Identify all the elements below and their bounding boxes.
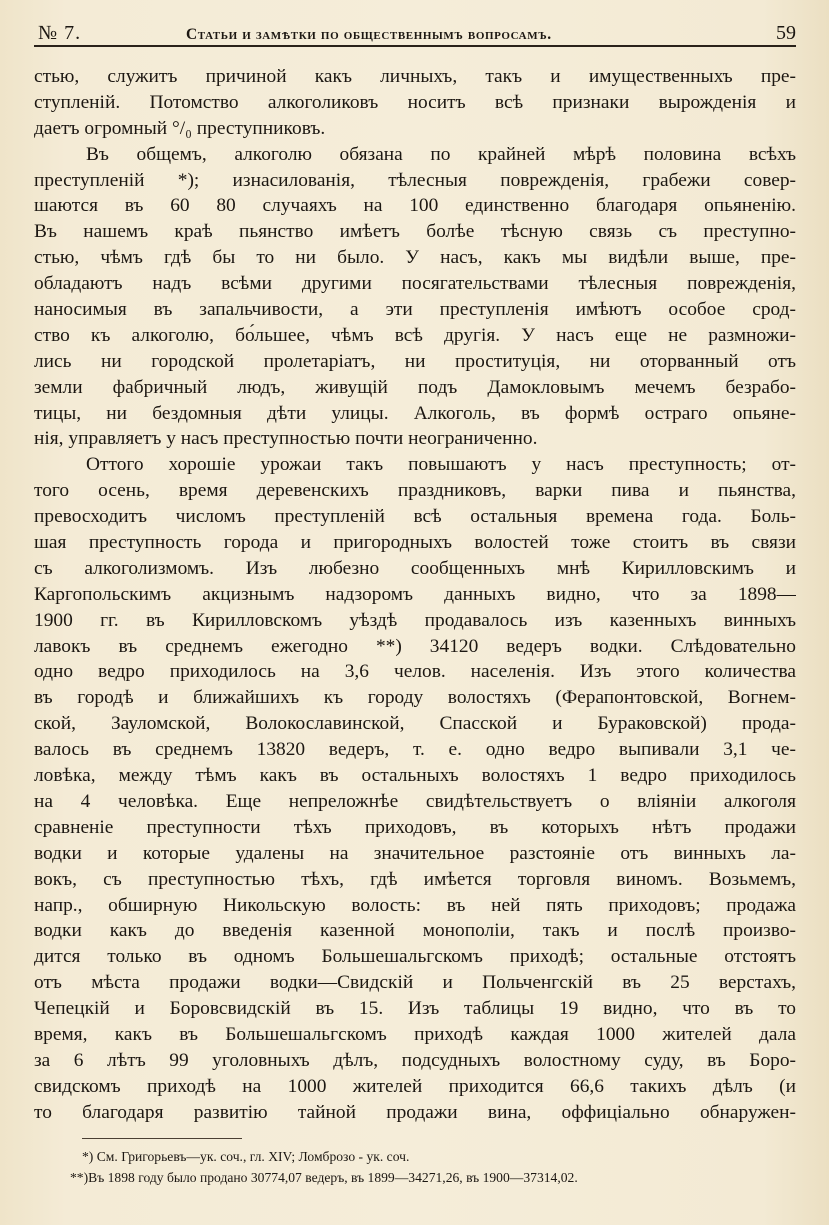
text-line: Каргопольскимъ акцизнымъ надзоромъ данныхъ видно, что за 1898— [34, 583, 796, 605]
text-line: за 6 лѣтъ 99 уголовныхъ дѣлъ, подсудныхъ волостному суду, въ Боро- [34, 1049, 796, 1071]
text-line: стью, чѣмъ гдѣ бы то ни было. У насъ, какъ мы видѣли выше, пре- [34, 247, 796, 269]
text-line: Въ общемъ, алкоголю обязана по крайней мѣрѣ половина всѣхъ [86, 143, 796, 165]
text-line: лавокъ въ среднемъ ежегодно **) 34120 ведеръ водки. Слѣдовательно [34, 635, 796, 657]
text-line: нія, управляетъ у насъ преступностью почти неограниченно. [34, 428, 538, 450]
text-line: водки какъ до введенія казенной монополіи, такъ и послѣ произво- [34, 920, 796, 942]
text-line: стью, служитъ причиной какъ личныхъ, такъ и имущественныхъ пре- [34, 66, 796, 87]
text-line: шаются въ 60 80 случаяхъ на 100 единственно благодаря опьяненію. [34, 195, 796, 217]
body-text [34, 64, 796, 1126]
text-line: земли фабричный людъ, живущій подъ Дамокловымъ мечемъ безрабо- [34, 376, 796, 398]
text-line: сравненіе преступности тѣхъ приходовъ, въ которыхъ нѣтъ продажи [34, 816, 796, 838]
text-line: напр., обширную Никольскую волость: въ ней пять приходовъ; продажа [34, 894, 796, 916]
text-line: Чепецкій и Боровсвидскій въ 15. Изъ таблицы 19 видно, что въ то [34, 998, 796, 1020]
text-line: 1900 гг. въ Кирилловскомъ уѣздѣ продавалось изъ казенныхъ винныхъ [34, 609, 796, 631]
running-header [34, 18, 796, 48]
footnote-rule [82, 1138, 242, 1139]
section-title: Статьи и замѣтки по общественнымъ вопросамъ. [186, 26, 552, 43]
text-line: наносимыя въ запальчивости, а эти преступленія имѣютъ особое срод- [34, 299, 796, 321]
text-line: одно ведро приходилось на 3,6 челов. населенія. Изъ этого количества [34, 661, 796, 683]
text-line: на 4 человѣка. Еще непреложнѣе свидѣтельствуетъ о вліяніи алкоголя [34, 790, 796, 812]
text-line: ство къ алкоголю, бо́льшее, чѣмъ всѣ другія. У насъ еще не размножи- [34, 324, 796, 346]
text-line: вокъ, съ преступностью тѣхъ, гдѣ имѣется торговля виномъ. Возьмемъ, [34, 868, 796, 890]
text-line: обладаютъ надъ всѣми другими посягательствами тѣлесныя поврежденія, [34, 273, 796, 295]
footnotes [70, 1146, 782, 1188]
text-line: водки и которые удалены на значительное разстояніе отъ винныхъ ла- [34, 842, 796, 864]
text-line: тицы, ни бездомныя дѣти улицы. Алкоголь, въ формѣ остраго опьяне- [34, 402, 796, 424]
text-line: въ городѣ и ближайшихъ къ городу волостяхъ (Ферапонтовской, Вогнем- [34, 687, 796, 709]
text-line: Въ нашемъ краѣ пьянство имѣетъ болѣе тѣсную связь съ преступно- [34, 221, 796, 243]
text-line: Оттого хорошіе урожаи такъ повышаютъ у насъ преступность; от- [86, 454, 796, 476]
text-line: съ алкоголизмомъ. Изъ любезно сообщенныхъ мнѣ Кирилловскимъ и [34, 557, 796, 579]
page-number: 59 [776, 22, 796, 44]
header-rule [34, 45, 796, 47]
text-line: то благодаря развитію тайной продажи вина, оффиціально обнаружен- [34, 1101, 796, 1123]
text-line: лись ни городской пролетаріатъ, ни проституція, ни оторванный отъ [34, 350, 796, 372]
text-line: отъ мѣста продажи водки—Свидскій и Польченгскій въ 25 верстахъ, [34, 972, 796, 994]
issue-number: № 7. [38, 22, 82, 44]
text-line: время, какъ въ Большешальгскомъ приходѣ каждая 1000 жителей дала [34, 1023, 796, 1045]
text-line: ской, Зауломской, Волокославинской, Спасской и Бураковской) прода- [34, 713, 796, 735]
footnote-1: *) См. Григорьевъ—ук. соч., гл. XIV; Ломброзо - ук. соч. [82, 1149, 410, 1164]
footnote-2: **)Въ 1898 году было продано 30774,07 ведеръ, въ 1899—34271,26, въ 1900—37314,02. [70, 1170, 578, 1185]
text-line: валось въ среднемъ 13820 ведеръ, т. е. одно ведро выпивали 3,1 че- [34, 739, 796, 761]
text-line: превосходитъ числомъ преступленій всѣ остальныя времена года. Боль- [34, 506, 796, 528]
text-line: дится только въ одномъ Большешальгскомъ приходѣ; остальные отстоятъ [34, 946, 796, 968]
text-line: даетъ огромный °/₀ преступниковъ. [34, 117, 326, 139]
text-line: преступленій *); изнасилованія, тѣлесныя поврежденія, грабежи совер- [34, 169, 796, 191]
text-line: шая преступность города и пригородныхъ волостей тоже стоитъ въ связи [34, 532, 796, 554]
text-line: свидскомъ приходѣ на 1000 жителей приходится 66,6 такихъ дѣлъ (и [34, 1075, 796, 1097]
text-line: ловѣка, между тѣмъ какъ въ остальныхъ волостяхъ 1 ведро приходилось [34, 765, 796, 787]
text-line: ступленій. Потомство алкоголиковъ носитъ всѣ признаки вырожденія и [34, 91, 796, 113]
text-line: того осень, время деревенскихъ праздниковъ, варки пива и пьянства, [34, 480, 796, 502]
